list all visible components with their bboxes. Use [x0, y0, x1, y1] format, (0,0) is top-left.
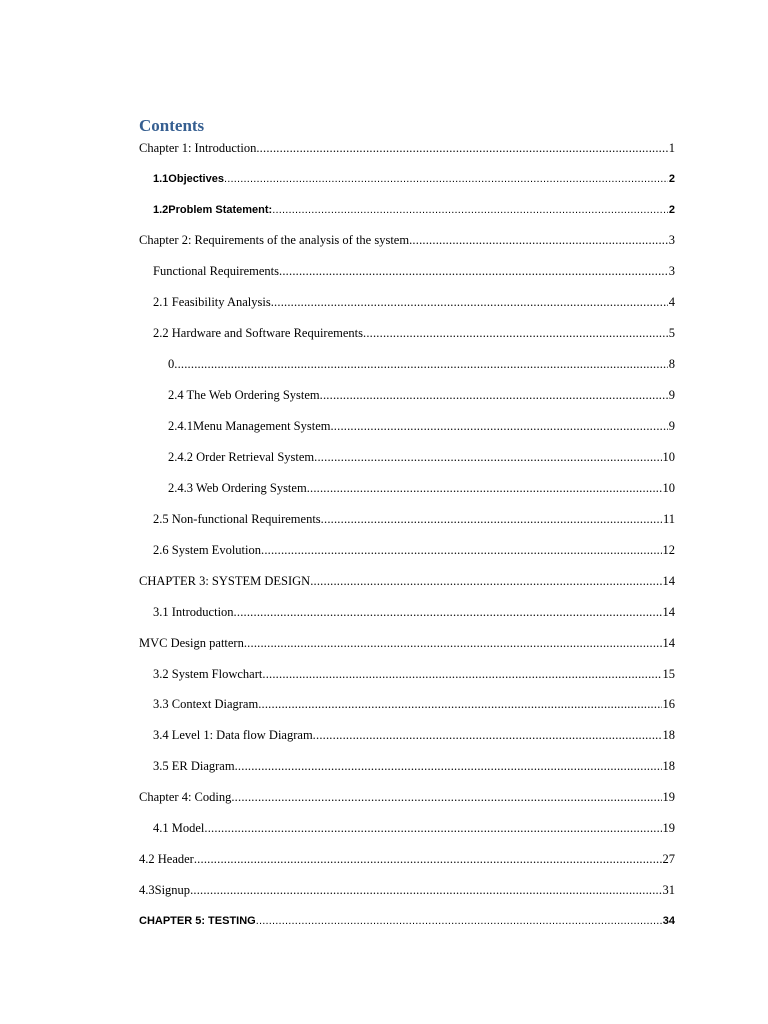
toc-entry-title: Chapter 4: Coding: [139, 790, 232, 804]
toc-entry-page: 9: [668, 388, 675, 402]
toc-entry-page: 15: [662, 667, 675, 681]
toc-leader-dots: [224, 170, 668, 188]
toc-entry-page: 12: [662, 543, 675, 557]
toc-entry-title: 3.5 ER Diagram: [153, 759, 235, 773]
toc-leader-dots: [244, 634, 662, 652]
toc-entry[interactable]: [139, 912, 675, 930]
toc-leader-dots: [262, 665, 661, 683]
toc-entry-title: CHAPTER 3: SYSTEM DESIGN: [139, 574, 311, 588]
toc-entry[interactable]: [153, 201, 675, 219]
toc-entry[interactable]: [153, 324, 675, 342]
toc-entry-title: 2.5 Non-functional Requirements: [153, 512, 321, 526]
toc-entry[interactable]: [153, 541, 675, 559]
toc-entry-page: 18: [662, 759, 675, 773]
toc-entry-title: Functional Requirements: [153, 264, 280, 278]
toc-leader-dots: [409, 231, 668, 249]
toc-entry-page: 2: [668, 204, 675, 216]
toc-leader-dots: [320, 386, 668, 404]
toc-entry[interactable]: [168, 448, 675, 466]
toc-leader-dots: [258, 695, 661, 713]
toc-entry-title: MVC Design pattern: [139, 636, 244, 650]
toc-entry[interactable]: [168, 417, 675, 435]
toc-leader-dots: [321, 510, 662, 528]
toc-entry-title: 2.4.1Menu Management System: [168, 419, 331, 433]
toc-entry[interactable]: [139, 634, 675, 652]
toc-entry-page: 34: [662, 915, 675, 927]
toc-leader-dots: [204, 819, 661, 837]
toc-entry-page: 2: [668, 173, 675, 185]
toc-entry-page: 10: [662, 450, 675, 464]
toc-leader-dots: [190, 881, 661, 899]
toc-entry-page: 18: [662, 728, 675, 742]
toc-entry-title: CHAPTER 5: TESTING: [139, 915, 256, 927]
toc-entry-title: 1.1Objectives: [153, 173, 224, 185]
toc-entry[interactable]: [168, 479, 675, 497]
toc-leader-dots: [271, 293, 668, 311]
toc-leader-dots: [256, 912, 662, 930]
toc-entry-title: 4.2 Header: [139, 852, 194, 866]
toc-entry-title: 0: [168, 357, 175, 371]
toc-entry[interactable]: [139, 572, 675, 590]
toc-leader-dots: [261, 541, 662, 559]
toc-entry-page: 14: [662, 636, 675, 650]
toc-leader-dots: [363, 324, 668, 342]
toc-entry-title: 2.4.2 Order Retrieval System: [168, 450, 315, 464]
toc-leader-dots: [272, 201, 668, 219]
toc-entry[interactable]: [153, 262, 675, 280]
toc-entry-title: 2.1 Feasibility Analysis: [153, 295, 271, 309]
toc-entry-title: 2.4.3 Web Ordering System: [168, 481, 307, 495]
toc-entry-title: 3.3 Context Diagram: [153, 697, 259, 711]
toc-entry[interactable]: [153, 695, 675, 713]
toc-entry-page: 3: [668, 233, 675, 247]
toc-entry-title: 3.2 System Flowchart: [153, 667, 263, 681]
toc-entry-page: 27: [662, 852, 675, 866]
toc-entry[interactable]: [153, 293, 675, 311]
toc-entry-page: 5: [668, 326, 675, 340]
toc-entry[interactable]: [139, 231, 675, 249]
toc-entry-page: 8: [668, 357, 675, 371]
toc-entry-title: Chapter 2: Requirements of the analysis of the system: [139, 233, 410, 247]
toc-entry[interactable]: [153, 819, 675, 837]
toc-entry[interactable]: [153, 757, 675, 775]
toc-leader-dots: [234, 603, 662, 621]
toc-entry[interactable]: [168, 355, 675, 373]
toc-leader-dots: [307, 479, 662, 497]
toc-leader-dots: [174, 355, 668, 373]
toc-entry-page: 19: [662, 790, 675, 804]
toc-entry[interactable]: [153, 510, 675, 528]
toc-entry-page: 3: [668, 264, 675, 278]
toc-leader-dots: [256, 139, 667, 157]
toc-leader-dots: [310, 572, 661, 590]
toc-leader-dots: [313, 726, 662, 744]
toc-leader-dots: [231, 788, 661, 806]
toc-leader-dots: [330, 417, 667, 435]
toc-entry[interactable]: [153, 665, 675, 683]
toc-entry[interactable]: [153, 170, 675, 188]
toc-entry[interactable]: [139, 850, 675, 868]
toc-entry-page: 1: [668, 141, 675, 155]
toc-entry-title: 1.2Problem Statement:: [153, 204, 273, 216]
toc-entry-page: 9: [668, 419, 675, 433]
toc-entry-title: 4.1 Model: [153, 821, 205, 835]
toc-entry-page: 31: [662, 883, 675, 897]
toc-entry-title: 2.2 Hardware and Software Requirements: [153, 326, 363, 340]
toc-entry[interactable]: [139, 788, 675, 806]
toc-entry-title: 3.4 Level 1: Data flow Diagram: [153, 728, 313, 742]
toc-entry-page: 16: [662, 697, 675, 711]
toc-entry-title: 2.6 System Evolution: [153, 543, 261, 557]
toc-entry[interactable]: [153, 603, 675, 621]
toc-entry-title: 2.4 The Web Ordering System: [168, 388, 320, 402]
toc-leader-dots: [235, 757, 662, 775]
toc-entry-page: 14: [662, 605, 675, 619]
toc-leader-dots: [194, 850, 662, 868]
toc-entry-page: 4: [668, 295, 675, 309]
toc-entry-page: 19: [662, 821, 675, 835]
toc-leader-dots: [314, 448, 661, 466]
toc-entry-page: 10: [662, 481, 675, 495]
toc-entry[interactable]: [139, 139, 675, 157]
toc-entry-title: 3.1 Introduction: [153, 605, 234, 619]
toc-entry-page: 14: [662, 574, 675, 588]
toc-entry[interactable]: [139, 881, 675, 899]
toc-entry-title: Chapter 1: Introduction: [139, 141, 257, 155]
toc-entry[interactable]: [168, 386, 675, 404]
toc-entry-page: 11: [662, 512, 675, 526]
toc-entry-title: 4.3Signup: [139, 883, 191, 897]
toc-entry[interactable]: [153, 726, 675, 744]
toc-leader-dots: [279, 262, 668, 280]
toc-heading: Contents: [139, 116, 205, 135]
